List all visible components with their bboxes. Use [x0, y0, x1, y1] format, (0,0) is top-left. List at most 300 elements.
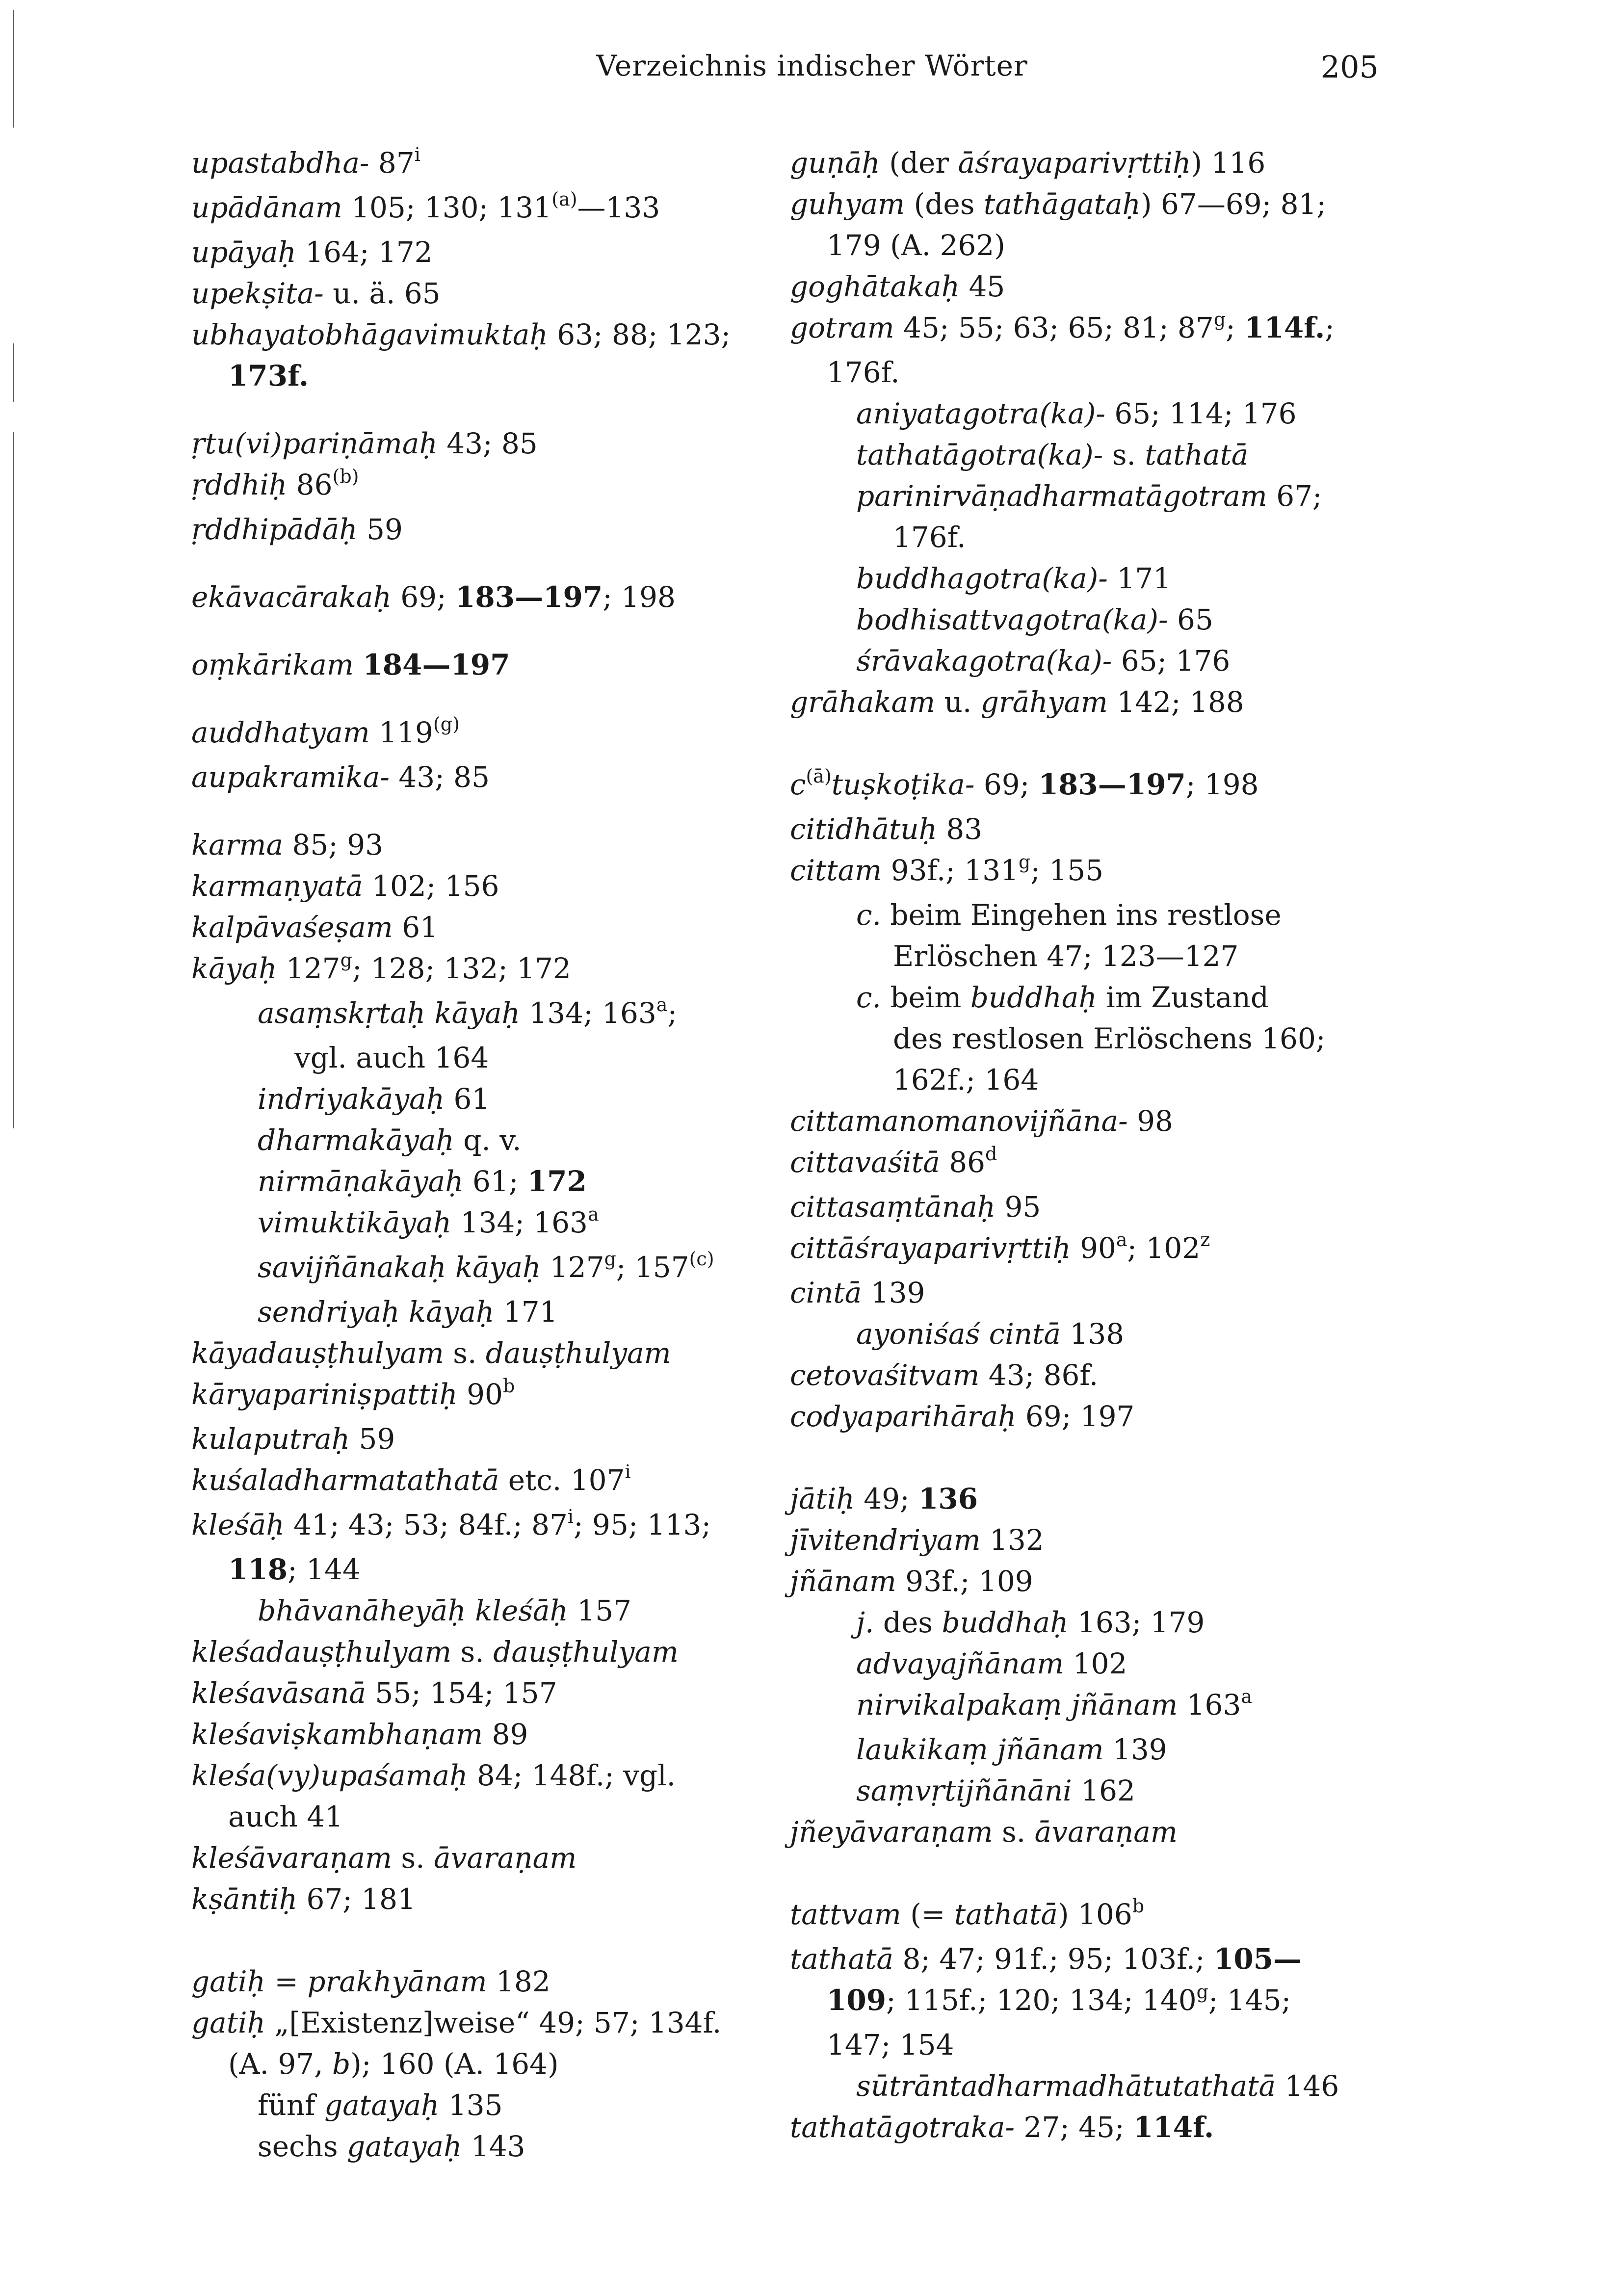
reference: 183—197	[455, 580, 603, 614]
term: kalpāvaśeṣam	[191, 911, 393, 944]
reference: 27; 45;	[1015, 2111, 1133, 2144]
index-entry	[790, 2107, 1428, 2148]
index-entry	[790, 764, 1428, 809]
term: jīvitendriyam	[790, 1523, 981, 1557]
reference: beim	[881, 981, 970, 1014]
index-entry	[191, 644, 780, 685]
reference: 65	[1168, 603, 1213, 636]
term: kleśavāsanā	[191, 1676, 366, 1710]
reference: ) 67—69; 81;	[1140, 187, 1326, 221]
term: kleśadauṣṭhulyam	[191, 1635, 452, 1669]
term: cittāśrayaparivṛttiḥ	[790, 1231, 1071, 1265]
term: kulaputraḥ	[191, 1422, 350, 1456]
term: kleśāvaraṇam	[191, 1841, 392, 1875]
index-entry	[191, 2043, 780, 2085]
term: jñānam	[790, 1565, 896, 1598]
term: savijñānakaḥ kāyaḥ	[258, 1251, 541, 1284]
term: kāryapariniṣpattiḥ	[191, 1378, 458, 1411]
index-entry	[191, 1332, 780, 1374]
term: dauṣṭhulyam	[485, 1336, 671, 1370]
reference: 147; 154	[827, 2028, 954, 2061]
index-entry	[191, 1460, 780, 1504]
index-entry	[790, 1602, 1428, 1643]
reference: 109	[827, 1983, 887, 2017]
reference: ; 128; 132; 172	[352, 952, 571, 985]
superscript: (g)	[433, 713, 460, 735]
term: c	[790, 768, 806, 801]
reference: ;	[667, 996, 677, 1030]
reference: ; 198	[1185, 768, 1259, 801]
index-entry	[790, 1938, 1428, 1980]
reference: 86	[287, 468, 333, 501]
term: kāyaḥ	[191, 952, 277, 985]
term: j.	[856, 1606, 874, 1639]
term: cittavaśitā	[790, 1146, 940, 1179]
term: ekāvacārakaḥ	[191, 580, 392, 614]
index-entry	[191, 992, 780, 1037]
superscript: b	[1132, 1895, 1145, 1917]
reference: s.	[444, 1336, 486, 1370]
term: śrāvakagotra(ka)-	[856, 644, 1112, 678]
term: saṃvṛtijñānāni	[856, 1774, 1072, 1807]
term: nirvikalpakaṃ jñānam	[856, 1688, 1178, 1722]
term: sendriyaḥ kāyaḥ	[258, 1295, 495, 1329]
reference: ; 155	[1030, 854, 1104, 887]
reference: 163	[1178, 1688, 1241, 1722]
reference: 85; 93	[283, 828, 384, 861]
term: dauṣṭhulyam	[493, 1635, 679, 1669]
reference: ; 145;	[1208, 1983, 1291, 2017]
reference: q. v.	[454, 1123, 522, 1157]
reference: ; 102	[1127, 1231, 1201, 1265]
reference: 83	[937, 812, 983, 846]
reference: 45	[960, 270, 1005, 303]
reference: 67;	[1267, 479, 1322, 513]
reference: auch 41	[228, 1800, 343, 1833]
index-entry	[191, 576, 780, 618]
term: tathatāgotraka-	[790, 2111, 1015, 2144]
superscript: z	[1200, 1229, 1210, 1251]
index-entry	[191, 232, 780, 273]
term: citidhātuḥ	[790, 812, 937, 846]
superscript: i	[414, 144, 420, 165]
index-entry	[790, 1811, 1428, 1852]
index-entry	[191, 1961, 780, 2002]
term: c.	[856, 898, 881, 932]
term: ayoniśaś cintā	[856, 1317, 1061, 1351]
index-entry	[790, 352, 1428, 393]
reference: 69; 197	[1016, 1400, 1135, 1433]
index-entry	[790, 517, 1428, 558]
index-entry	[790, 850, 1428, 894]
index-entry	[790, 1186, 1428, 1227]
term: āvaraṇam	[1034, 1815, 1178, 1849]
index-column-left	[191, 142, 780, 2167]
reference: 179 (A. 262)	[827, 229, 1005, 262]
index-entry	[790, 1227, 1428, 1272]
term: b	[332, 2047, 351, 2081]
term: tuṣkoṭika-	[831, 768, 975, 801]
index-entry	[790, 475, 1428, 517]
reference: 135	[439, 2088, 503, 2122]
reference: 118	[228, 1553, 288, 1586]
reference: 139	[1103, 1733, 1167, 1766]
reference: 67; 181	[297, 1882, 416, 1916]
index-entry	[790, 1770, 1428, 1811]
term: kuśaladharmatathatā	[191, 1463, 499, 1497]
index-entry	[790, 1272, 1428, 1313]
reference: 87	[369, 146, 415, 180]
reference: 102	[1064, 1647, 1127, 1680]
term: parinirvāṇadharmatāgotram	[856, 479, 1267, 513]
reference	[354, 648, 363, 681]
term: gatiḥ = prakhyānam	[191, 1965, 487, 1998]
reference: 134; 163	[520, 996, 656, 1030]
index-entry	[191, 1879, 780, 1920]
index-entry	[790, 599, 1428, 640]
index-entry	[191, 187, 780, 232]
reference: 65; 176	[1112, 644, 1231, 678]
index-entry	[191, 1714, 780, 1755]
index-entry	[790, 1100, 1428, 1142]
term: grāhakam	[790, 685, 936, 719]
index-entry	[790, 142, 1428, 183]
scan-margin-mark	[13, 10, 14, 128]
reference: 114f.	[1133, 2111, 1214, 2144]
term: buddhaḥ	[942, 1606, 1069, 1639]
reference: 86	[940, 1146, 986, 1179]
term: bodhisattvagotra(ka)-	[856, 603, 1168, 636]
index-entry	[191, 2002, 780, 2043]
reference: u.	[935, 685, 981, 719]
term: upastabdha-	[191, 146, 369, 180]
term: buddhagotra(ka)-	[856, 562, 1108, 595]
term: ṛddhiḥ	[191, 468, 288, 501]
reference: ; 95; 113;	[574, 1508, 711, 1541]
index-entry	[191, 712, 780, 757]
reference: sechs	[258, 2130, 347, 2163]
index-entry	[790, 681, 1428, 723]
term: cittam	[790, 854, 882, 887]
index-entry	[790, 1478, 1428, 1519]
reference: 157	[568, 1594, 632, 1627]
reference: 90	[457, 1378, 503, 1411]
superscript: a	[587, 1203, 599, 1225]
term: c.	[856, 981, 881, 1014]
term: vimuktikāyaḥ	[258, 1206, 452, 1239]
superscript: i	[567, 1506, 574, 1527]
index-entry	[790, 2024, 1428, 2065]
index-entry	[790, 1980, 1428, 2024]
reference: 90	[1071, 1231, 1116, 1265]
reference: (des	[905, 187, 984, 221]
reference: 146	[1276, 2069, 1339, 2103]
reference: 139	[862, 1276, 925, 1309]
superscript: g	[1019, 851, 1031, 873]
index-entry	[790, 183, 1428, 225]
reference: 43; 86f.	[979, 1358, 1099, 1392]
term: codyaparihāraḥ	[790, 1400, 1017, 1433]
reference: 61	[445, 1082, 490, 1116]
reference: —133	[577, 191, 660, 224]
reference: des restlosen Erlöschens 160;	[893, 1022, 1326, 1055]
index-entry	[191, 1837, 780, 1879]
index-entry	[191, 1590, 780, 1631]
term: ṛtu(vi)pariṇāmaḥ	[191, 427, 438, 460]
term: kleśāḥ	[191, 1508, 285, 1541]
reference: 105; 130; 131	[342, 191, 552, 224]
reference: 171	[494, 1295, 558, 1329]
term: oṃkārikam	[191, 648, 354, 681]
index-entry	[790, 393, 1428, 434]
index-entry	[191, 1202, 780, 1247]
term: aniyatagotra(ka)-	[856, 397, 1105, 430]
reference: 176f.	[893, 521, 966, 554]
reference: 65; 114; 176	[1105, 397, 1297, 430]
reference: ; 115f.; 120; 134; 140	[886, 1983, 1197, 2017]
term: cetovaśitvam	[790, 1358, 980, 1392]
reference: 98	[1127, 1104, 1173, 1138]
index-entry	[191, 757, 780, 798]
index-entry	[790, 640, 1428, 681]
index-entry	[790, 809, 1428, 850]
term: gatayaḥ	[324, 2088, 440, 2122]
index-entry	[790, 977, 1428, 1018]
superscript: (a)	[551, 188, 577, 210]
term: tathatāgotra(ka)-	[856, 438, 1103, 471]
reference: 164; 172	[296, 235, 433, 269]
reference: 45; 55; 63; 65; 81; 87	[894, 311, 1214, 344]
reference: 89	[483, 1718, 528, 1751]
index-entry	[790, 1561, 1428, 1602]
reference: 176f.	[827, 356, 900, 389]
reference: 127	[277, 952, 341, 985]
reference: im Zustand	[1097, 981, 1269, 1014]
term: ubhayatobhāgavimuktaḥ	[191, 318, 548, 351]
reference: 49;	[854, 1482, 918, 1515]
index-entry	[790, 434, 1428, 475]
reference: fünf	[258, 2088, 325, 2122]
reference: u. ä. 65	[323, 277, 441, 310]
reference: 132	[980, 1523, 1044, 1557]
superscript: (b)	[332, 466, 359, 487]
reference: 136	[918, 1482, 978, 1515]
reference: „[Existenz]weise“ 49; 57; 134f.	[265, 2006, 722, 2039]
reference: ) 106	[1057, 1898, 1132, 1931]
term: gatiḥ	[191, 2006, 265, 2039]
term: upekṣita-	[191, 277, 324, 310]
reference: ; 157	[616, 1251, 689, 1284]
index-entry	[191, 1037, 780, 1078]
superscript: a	[1241, 1686, 1253, 1707]
reference: 59	[350, 1422, 395, 1456]
index-entry	[191, 1796, 780, 1837]
term: ṛddhipādāḥ	[191, 513, 358, 546]
index-entry	[191, 464, 780, 509]
reference: 172	[527, 1165, 587, 1198]
reference: ;	[1325, 311, 1335, 344]
term: kleśaviṣkambhaṇam	[191, 1718, 483, 1751]
index-entry	[191, 1374, 780, 1418]
reference: ) 116	[1191, 146, 1266, 180]
term: tathatā	[954, 1898, 1058, 1931]
index-entry	[191, 1161, 780, 1202]
index-entry	[790, 1059, 1428, 1100]
reference: 69;	[391, 580, 456, 614]
index-entry	[790, 1519, 1428, 1561]
reference: 184—197	[363, 648, 510, 681]
index-entry	[191, 1672, 780, 1714]
reference: 142; 188	[1107, 685, 1244, 719]
reference: 102; 156	[363, 869, 499, 903]
index-entry	[790, 936, 1428, 977]
index-entry	[191, 1247, 780, 1291]
reference: 43; 85	[437, 427, 538, 460]
superscript: a	[1116, 1229, 1127, 1251]
index-entry	[191, 423, 780, 464]
reference: 143	[462, 2130, 525, 2163]
superscript: i	[625, 1461, 631, 1483]
reference: s.	[451, 1635, 494, 1669]
term: grāhyam	[980, 685, 1108, 719]
reference: 171	[1107, 562, 1172, 595]
superscript: b	[502, 1375, 515, 1397]
index-entry	[191, 948, 780, 992]
term: tathatā	[1145, 438, 1249, 471]
term: jātiḥ	[790, 1482, 855, 1515]
term: karmaṇyatā	[191, 869, 363, 903]
term: sūtrāntadharmadhātutathatā	[856, 2069, 1276, 2103]
index-entry	[191, 1078, 780, 1120]
index-entry	[191, 1549, 780, 1590]
reference: 163; 179	[1068, 1606, 1205, 1639]
reference: 93f.; 131	[882, 854, 1019, 887]
term: upāyaḥ	[191, 235, 296, 269]
index-entry	[191, 907, 780, 948]
reference: 43; 85	[389, 760, 490, 794]
term: bhāvanāheyāḥ kleśāḥ	[258, 1594, 568, 1627]
term: auddhatyam	[191, 716, 370, 749]
term: āvaraṇam	[434, 1841, 577, 1875]
term: cintā	[790, 1276, 862, 1309]
term: buddhaḥ	[970, 981, 1097, 1014]
reference: 63; 88; 123;	[548, 318, 731, 351]
reference: 59	[357, 513, 403, 546]
index-entry	[790, 307, 1428, 352]
term: advayajñānam	[856, 1647, 1064, 1680]
reference: (=	[901, 1898, 954, 1931]
index-entry	[790, 1142, 1428, 1186]
index-entry	[191, 2126, 780, 2167]
superscript: g	[340, 949, 352, 971]
reference: 84; 148f.; vgl.	[468, 1759, 676, 1792]
reference: 69;	[974, 768, 1039, 801]
reference: 95	[995, 1190, 1041, 1224]
term: gotram	[790, 311, 894, 344]
index-entry	[790, 1894, 1428, 1938]
page-number: 205	[1320, 49, 1379, 85]
reference: vgl. auch 164	[294, 1041, 489, 1074]
term: guṇāḥ	[790, 146, 880, 180]
scan-margin-mark	[13, 343, 14, 402]
term: laukikaṃ jñānam	[856, 1733, 1104, 1766]
reference: 8; 47; 91f.; 95; 103f.;	[893, 1942, 1214, 1976]
superscript: g	[1196, 1981, 1208, 2003]
index-entry	[191, 1291, 780, 1332]
reference: 182	[487, 1965, 550, 1998]
index-entry	[191, 1120, 780, 1161]
reference: 134; 163	[451, 1206, 588, 1239]
term: kāyadauṣṭhulyam	[191, 1336, 444, 1370]
index-entry	[191, 273, 780, 314]
index-entry	[191, 1631, 780, 1672]
term: asaṃskṛtaḥ kāyaḥ	[258, 996, 520, 1030]
term: cittasaṃtānaḥ	[790, 1190, 996, 1224]
term: goghātakaḥ	[790, 270, 960, 303]
index-entry	[790, 266, 1428, 307]
reference: ); 160 (A. 164)	[350, 2047, 559, 2081]
term: upādānam	[191, 191, 342, 224]
running-header: Verzeichnis indischer Wörter	[596, 49, 1028, 82]
index-entry	[790, 894, 1428, 936]
index-entry	[191, 314, 780, 355]
index-entry	[191, 1755, 780, 1796]
superscript: (ā)	[806, 765, 832, 787]
reference: 105—	[1214, 1942, 1302, 1976]
reference: 173f.	[228, 359, 309, 392]
index-entry	[191, 142, 780, 187]
index-entry	[790, 1643, 1428, 1684]
term: kṣāntiḥ	[191, 1882, 298, 1916]
term: jñeyāvaraṇam	[790, 1815, 993, 1849]
index-entry	[790, 1396, 1428, 1437]
index-entry	[790, 1355, 1428, 1396]
index-column-right	[790, 142, 1428, 2148]
reference: 114f.	[1244, 311, 1325, 344]
term: karma	[191, 828, 284, 861]
reference: etc. 107	[499, 1463, 625, 1497]
reference: ; 144	[288, 1553, 361, 1586]
reference: Erlöschen 47; 123—127	[893, 939, 1239, 973]
reference: 41; 43; 53; 84f.; 87	[284, 1508, 568, 1541]
index-entry	[191, 1504, 780, 1549]
reference: 119	[369, 716, 433, 749]
term: āśrayaparivṛttiḥ	[958, 146, 1191, 180]
index-entry	[790, 2065, 1428, 2107]
reference: 61	[393, 911, 439, 944]
reference: 162	[1072, 1774, 1135, 1807]
reference: (der	[880, 146, 958, 180]
index-entry	[191, 824, 780, 865]
superscript: d	[985, 1143, 997, 1165]
term: cittamanomanovijñāna-	[790, 1104, 1128, 1138]
index-entry	[191, 2085, 780, 2126]
reference: 138	[1061, 1317, 1125, 1351]
index-entry	[790, 1729, 1428, 1770]
reference: 61;	[463, 1165, 527, 1198]
superscript: g	[604, 1248, 616, 1270]
index-entry	[790, 1313, 1428, 1355]
index-entry	[191, 865, 780, 907]
superscript: g	[1213, 309, 1226, 330]
index-entry	[191, 509, 780, 550]
index-entry	[191, 1418, 780, 1460]
term: aupakramika-	[191, 760, 390, 794]
reference: 55; 154; 157	[366, 1676, 557, 1710]
reference: beim Eingehen ins restlose	[881, 898, 1282, 932]
term: dharmakāyaḥ	[258, 1123, 454, 1157]
reference: (A. 97,	[228, 2047, 333, 2081]
